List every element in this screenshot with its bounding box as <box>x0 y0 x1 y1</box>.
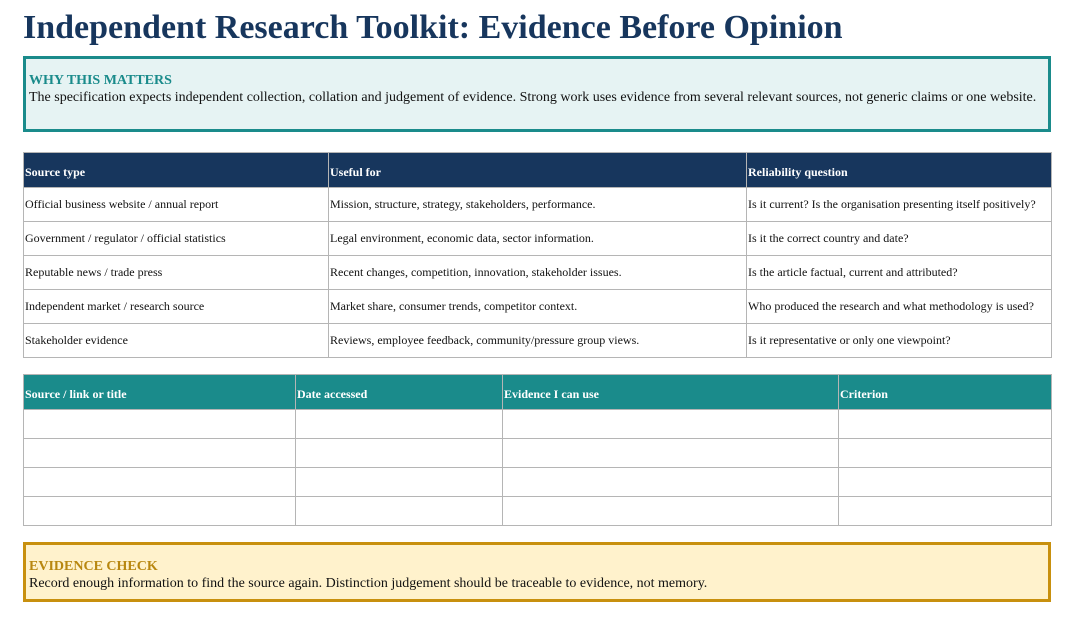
evidence-check-heading: EVIDENCE CHECK <box>29 559 158 574</box>
date-accessed-cell[interactable] <box>296 410 503 439</box>
table-row <box>24 410 1052 439</box>
source-link-cell[interactable] <box>24 410 296 439</box>
reliability-question-cell: Is it current? Is the organisation presenting itself positively? <box>747 188 1052 222</box>
column-header-useful-for: Useful for <box>329 153 747 188</box>
source-type-cell: Reputable news / trade press <box>24 256 329 290</box>
evidence-check-body: Record enough information to find the source again. Distinction judgement should be traceable to evidence, not memory. <box>29 576 708 591</box>
column-header-source-type: Source type <box>24 153 329 188</box>
evidence-cell[interactable] <box>503 468 839 497</box>
reliability-question-cell: Who produced the research and what methodology is used? <box>747 290 1052 324</box>
useful-for-cell: Market share, consumer trends, competitor context. <box>329 290 747 324</box>
date-accessed-cell[interactable] <box>296 439 503 468</box>
useful-for-cell: Legal environment, economic data, sector information. <box>329 222 747 256</box>
column-header-date-accessed: Date accessed <box>296 375 503 410</box>
why-this-matters-callout <box>23 56 1051 132</box>
reliability-question-cell: Is it representative or only one viewpoint? <box>747 324 1052 358</box>
criterion-cell[interactable] <box>839 468 1052 497</box>
why-this-matters-heading: WHY THIS MATTERS <box>29 73 172 88</box>
table-row <box>24 497 1052 526</box>
source-link-cell[interactable] <box>24 497 296 526</box>
table-header-row <box>24 375 1052 410</box>
source-type-cell: Stakeholder evidence <box>24 324 329 358</box>
table-row <box>24 222 1052 256</box>
reliability-question-cell: Is it the correct country and date? <box>747 222 1052 256</box>
table-row <box>24 290 1052 324</box>
table-row <box>24 324 1052 358</box>
table-row <box>24 256 1052 290</box>
source-types-table <box>23 152 1052 358</box>
reliability-question-cell: Is the article factual, current and attributed? <box>747 256 1052 290</box>
page-title: Independent Research Toolkit: Evidence Before Opinion <box>23 9 843 46</box>
evidence-cell[interactable] <box>503 439 839 468</box>
criterion-cell[interactable] <box>839 410 1052 439</box>
date-accessed-cell[interactable] <box>296 497 503 526</box>
source-type-cell: Government / regulator / official statistics <box>24 222 329 256</box>
criterion-cell[interactable] <box>839 497 1052 526</box>
source-type-cell: Official business website / annual report <box>24 188 329 222</box>
column-header-evidence: Evidence I can use <box>503 375 839 410</box>
date-accessed-cell[interactable] <box>296 468 503 497</box>
useful-for-cell: Mission, structure, strategy, stakeholders, performance. <box>329 188 747 222</box>
source-type-cell: Independent market / research source <box>24 290 329 324</box>
source-link-cell[interactable] <box>24 439 296 468</box>
column-header-reliability-question: Reliability question <box>747 153 1052 188</box>
evidence-log-table <box>23 374 1052 526</box>
criterion-cell[interactable] <box>839 439 1052 468</box>
evidence-check-callout <box>23 542 1051 602</box>
column-header-source-link: Source / link or title <box>24 375 296 410</box>
table-row <box>24 468 1052 497</box>
useful-for-cell: Reviews, employee feedback, community/pressure group views. <box>329 324 747 358</box>
table-row <box>24 188 1052 222</box>
table-header-row <box>24 153 1052 188</box>
source-link-cell[interactable] <box>24 468 296 497</box>
useful-for-cell: Recent changes, competition, innovation, stakeholder issues. <box>329 256 747 290</box>
table-row <box>24 439 1052 468</box>
column-header-criterion: Criterion <box>839 375 1052 410</box>
why-this-matters-body: The specification expects independent collection, collation and judgement of evidence. Strong work uses evidence from several relevant sources, not generic claims or one website. <box>29 90 1037 105</box>
evidence-cell[interactable] <box>503 410 839 439</box>
evidence-cell[interactable] <box>503 497 839 526</box>
